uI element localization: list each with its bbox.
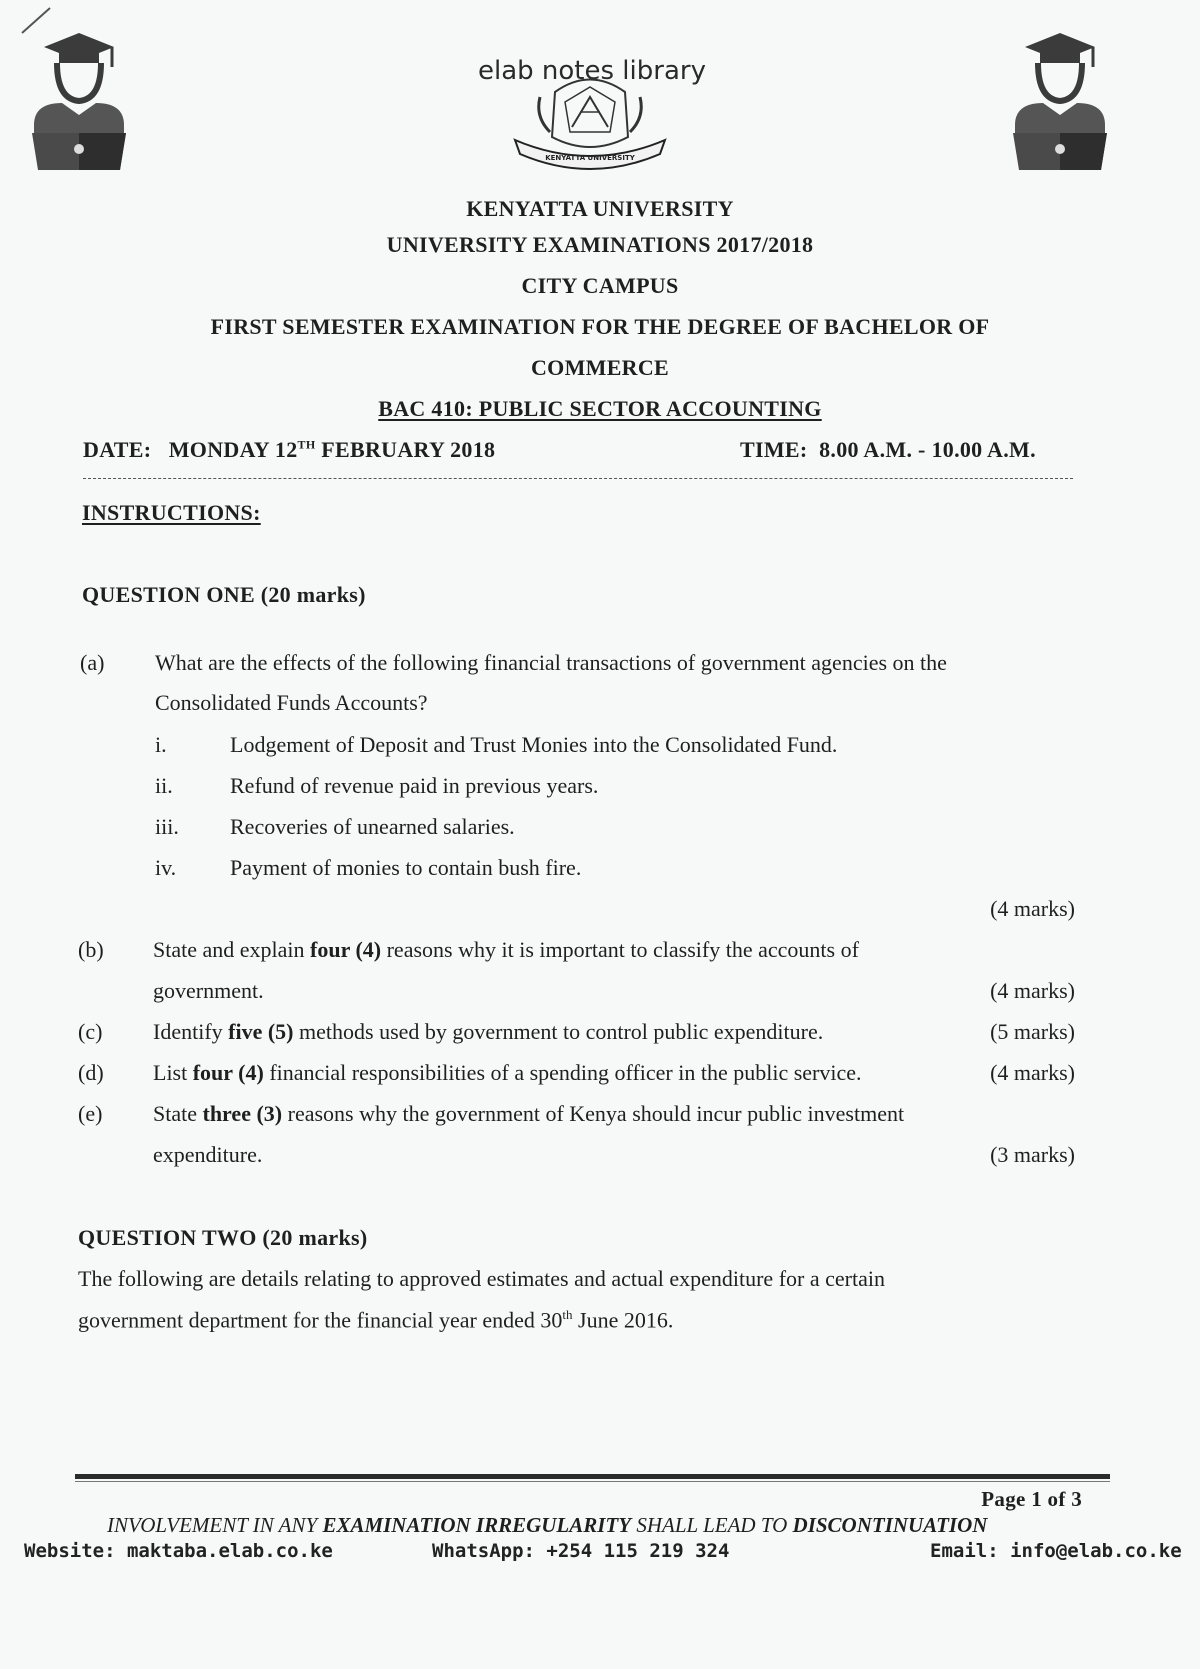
exam-time: TIME: 8.00 A.M. - 10.00 A.M. (740, 437, 1036, 462)
part-d-marks: (4 marks) (990, 1060, 1075, 1085)
degree-title-line1: FIRST SEMESTER EXAMINATION FOR THE DEGREE OF BACHELOR OF (210, 314, 990, 339)
part-d-label: (d) (78, 1060, 104, 1085)
irregularity-warning: INVOLVEMENT IN ANY EXAMINATION IRREGULARITY SHALL LEAD TO DISCONTINUATION (107, 1513, 988, 1537)
part-a-line1: What are the effects of the following financial transactions of government agencies on the (155, 650, 947, 675)
part-c-label: (c) (78, 1019, 103, 1044)
question-two-line2: government department for the financial year ended 30th June 2016. (78, 1307, 674, 1333)
part-b-marks: (4 marks) (990, 978, 1075, 1003)
exam-session: UNIVERSITY EXAMINATIONS 2017/2018 (386, 232, 814, 257)
graduate-avatar-left-icon (24, 25, 134, 175)
page-number: Page 1 of 3 (981, 1487, 1082, 1511)
footer-rule (75, 1474, 1110, 1479)
part-d-text: List four (4) financial responsibilities of a spending officer in the public service. (153, 1060, 862, 1085)
part-e-line1: State three (3) reasons why the government of Kenya should incur public investment (153, 1101, 905, 1126)
item-text: Recoveries of unearned salaries. (230, 814, 515, 839)
item-text: Lodgement of Deposit and Trust Monies into the Consolidated Fund. (230, 732, 838, 757)
item-num: ii. (155, 773, 173, 798)
part-b-label: (b) (78, 937, 104, 962)
part-b-line1: State and explain four (4) reasons why it is important to classify the accounts of (153, 937, 859, 962)
degree-title-line2: COMMERCE (530, 355, 670, 380)
instructions-heading: INSTRUCTIONS: (82, 500, 261, 525)
exam-date: DATE: MONDAY 12TH FEBRUARY 2018 (83, 437, 496, 462)
question-two-title: QUESTION TWO (20 marks) (78, 1225, 368, 1250)
part-a-line2: Consolidated Funds Accounts? (155, 690, 428, 715)
watermark-text: elab notes library (478, 56, 706, 86)
part-e-label: (e) (78, 1101, 103, 1126)
part-c-marks: (5 marks) (990, 1019, 1075, 1044)
question-one-title: QUESTION ONE (20 marks) (82, 582, 366, 607)
footer-website-link[interactable]: Website: maktaba.elab.co.ke (24, 1540, 333, 1562)
part-a-label: (a) (80, 650, 105, 675)
graduate-avatar-right-icon (1005, 25, 1115, 175)
question-two-line1: The following are details relating to approved estimates and actual expenditure for a certain (78, 1266, 885, 1291)
university-name: KENYATTA UNIVERSITY (466, 196, 734, 221)
part-e-marks: (3 marks) (990, 1142, 1075, 1167)
item-num: iv. (155, 855, 177, 880)
university-crest-logo (510, 62, 670, 182)
footer-rule-thin (75, 1481, 1110, 1482)
part-b-line2: government. (153, 978, 264, 1003)
item-text: Payment of monies to contain bush fire. (230, 855, 582, 880)
part-c-text: Identify five (5) methods used by government to control public expenditure. (153, 1019, 824, 1044)
part-e-line2: expenditure. (153, 1142, 263, 1167)
header-divider (83, 478, 1073, 479)
item-num: iii. (155, 814, 179, 839)
campus-name: CITY CAMPUS (521, 273, 679, 298)
part-a-marks: (4 marks) (990, 896, 1075, 921)
footer-whatsapp[interactable]: WhatsApp: +254 115 219 324 (432, 1540, 730, 1562)
course-title: BAC 410: PUBLIC SECTOR ACCOUNTING (378, 396, 822, 421)
item-text: Refund of revenue paid in previous years. (230, 773, 599, 798)
footer-email-link[interactable]: Email: info@elab.co.ke (930, 1540, 1182, 1562)
crest-banner-text: KENYATTA UNIVERSITY (545, 154, 635, 162)
item-num: i. (155, 732, 167, 757)
